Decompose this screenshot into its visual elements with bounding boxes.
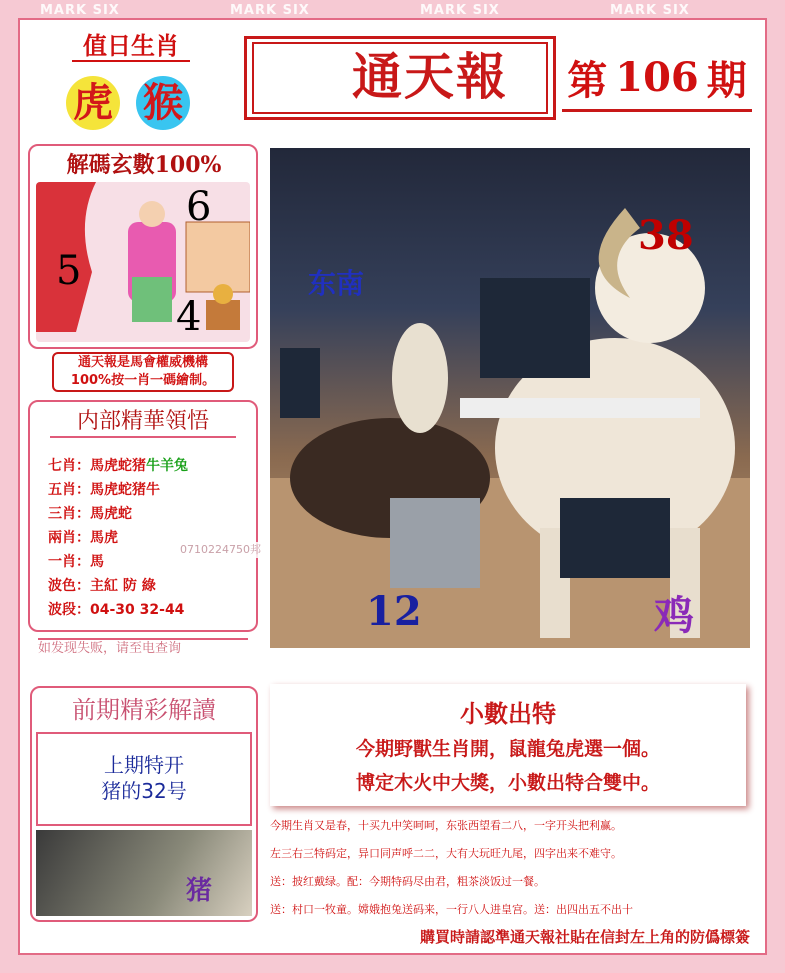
prev-inner xyxy=(36,732,252,826)
inside-row-5 xyxy=(48,478,258,502)
decode-digit-5: 5 xyxy=(56,248,82,294)
issue-box xyxy=(562,46,752,112)
lady-head xyxy=(139,201,165,227)
inside-rows xyxy=(48,454,258,622)
decode-digit-6: 6 xyxy=(186,184,212,230)
decode-box xyxy=(28,144,258,349)
inside-row-7 xyxy=(48,454,258,478)
poem-box xyxy=(270,812,748,922)
poem-line-3: 送：披红戴绿。配：今期特码尽由君，粗茶淡饭过一餐。 xyxy=(270,875,545,888)
poem-line-1: 今期生肖又是春，十买九中笑呵呵，东张西望看二八，一字开头把利赢。 xyxy=(270,819,622,832)
decode-title: 解碼玄數100% xyxy=(66,152,222,178)
inside-row-label: 兩肖： xyxy=(48,530,90,546)
inside-row-value: 馬 xyxy=(90,554,104,570)
decode-illustration xyxy=(36,182,250,342)
photo-number-12: 12 xyxy=(366,588,422,635)
issue-prefix: 第 xyxy=(567,57,608,104)
inside-row-label: 五肖： xyxy=(48,482,90,498)
duty-animal-tiger-text: 虎 xyxy=(73,79,113,126)
duty-zodiac-panel xyxy=(40,26,240,138)
duty-zodiac-label: 值日生肖 xyxy=(72,32,190,62)
watermark-top-2: MARK SIX xyxy=(230,3,310,18)
issue-number: 106 xyxy=(615,54,699,101)
prev-title: 前期精彩解讀 xyxy=(72,696,216,724)
inside-box xyxy=(28,400,261,632)
decode-digit-4: 4 xyxy=(176,294,202,340)
special-box xyxy=(270,684,746,806)
mask-block-5 xyxy=(560,498,670,578)
inside-row-label: 一肖： xyxy=(48,554,90,570)
inside-title: 内部精華領悟 xyxy=(50,406,236,438)
mask-block-2 xyxy=(480,278,590,378)
prev-photo xyxy=(36,830,252,916)
poem-line-2: 左三右三特码定，异口同声呼二二，大有大玩旺九尾，四字出来不难守。 xyxy=(270,847,622,860)
prev-box xyxy=(30,686,258,922)
prev-line1: 上期特开 xyxy=(104,753,184,777)
authority-line2: 100%按一肖一碼繪制。 xyxy=(70,373,216,388)
poem-line-4: 送：村口一牧童。嫦娥抱兔送码来，一行八人进皇宫。送：出四出五不出十 xyxy=(270,903,633,916)
inside-row-3 xyxy=(48,502,258,526)
inside-row-value: 馬虎蛇猪 xyxy=(90,458,146,474)
duty-animal-monkey-text: 猴 xyxy=(143,79,183,126)
footer-text: 購買時請認準通天報社貼在信封左上角的防僞標簽 xyxy=(419,928,750,946)
watermark-top-3: MARK SIX xyxy=(420,3,500,18)
special-title: 小數出特 xyxy=(460,699,556,728)
prev-photo-label: 猪 xyxy=(186,876,213,906)
mask-block-4 xyxy=(390,498,480,588)
inside-row-value: 馬虎蛇猪牛 xyxy=(90,482,160,498)
issue-suffix: 期 xyxy=(706,57,747,104)
inquiry-text: 如发现失贩，请至电查询 xyxy=(38,638,248,656)
watermark-top-4: MARK SIX xyxy=(610,3,690,18)
inside-row-extra: 牛羊兔 xyxy=(146,458,188,474)
inside-row-label: 波色： xyxy=(48,578,90,594)
table-shape xyxy=(206,300,240,330)
authority-line1: 通天報是馬會權威機構 xyxy=(77,355,208,370)
inside-row-value: 04-30 32-44 xyxy=(90,602,185,618)
authority-box xyxy=(52,352,234,392)
inside-row-label: 三肖： xyxy=(48,506,90,522)
photo-char-southeast: 东南 xyxy=(308,267,365,300)
watermark-top-1: MARK SIX xyxy=(40,3,120,18)
monkey-rider xyxy=(392,323,448,433)
fruit-plate xyxy=(213,284,233,304)
inside-row-label: 七肖： xyxy=(48,458,90,474)
inside-row-label: 波段： xyxy=(48,602,90,618)
inside-row-range xyxy=(48,598,258,622)
window-shape xyxy=(186,222,250,292)
special-line2: 博定木火中大獎，小數出特合雙中。 xyxy=(355,772,660,794)
inside-row-value: 馬虎 xyxy=(90,530,118,546)
inside-row-value: 馬虎蛇 xyxy=(90,506,132,522)
masthead-title: 通天報 xyxy=(352,47,508,106)
inside-row-value: 主紅 防 綠 xyxy=(90,578,156,594)
inside-overlay-strip: 0710224750邦 xyxy=(180,542,264,558)
mask-block-3 xyxy=(460,398,700,418)
photo-number-38: 38 xyxy=(638,212,694,259)
photo-char-rooster: 鸡 xyxy=(654,592,694,639)
lady-skirt xyxy=(132,277,172,322)
main-photo xyxy=(270,148,750,648)
mask-block-1 xyxy=(280,348,320,418)
prev-line2: 猪的32号 xyxy=(101,779,187,803)
special-line1: 今期野獸生肖開，鼠龍兔虎選一個。 xyxy=(355,738,660,760)
inside-row-color xyxy=(48,574,258,598)
